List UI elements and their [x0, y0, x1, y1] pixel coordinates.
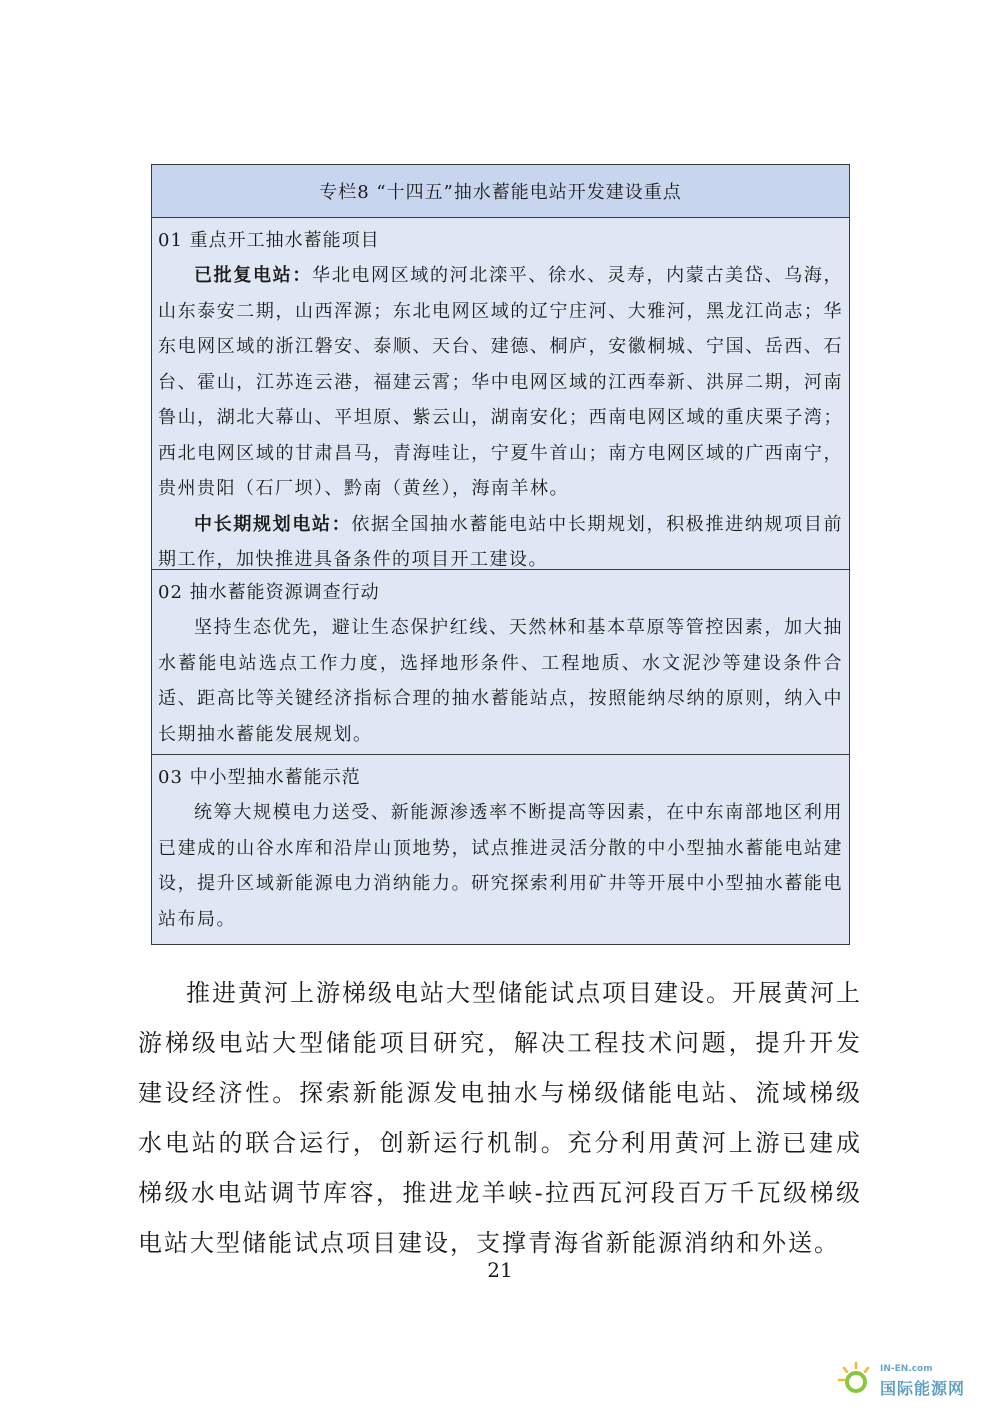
special-column-box [151, 164, 850, 945]
section-text: 统筹大规模电力送受、新能源渗透率不断提高等因素，在中东南部地区利用已建成的山谷水库和沿岸山顶地势，试点推进灵活分散的中小型抽水蓄能电站建设，提升区域新能源电力消纳能力。研究探索利用矿井等开展中小型抽水蓄能电站布局。 [158, 802, 843, 930]
approved-stations-paragraph [158, 258, 843, 507]
section-text: 坚持生态优先，避让生态保护红线、天然林和基本草原等管控因素，加大抽水蓄能电站选点工作力度，选择地形条件、工程地质、水文泥沙等建设条件合适、距高比等关键经济指标合理的抽水蓄能站点，按照能纳尽纳的原则，纳入中长期抽水蓄能发展规划。 [158, 617, 843, 745]
section-title: 01 重点开工抽水蓄能项目 [158, 230, 380, 251]
section-title: 02 抽水蓄能资源调查行动 [158, 582, 380, 603]
watermark-logo [836, 1360, 986, 1400]
section-title: 03 中小型抽水蓄能示范 [158, 767, 361, 788]
page-number: 21 [487, 1258, 513, 1282]
approved-label: 已批复电站： [194, 265, 313, 286]
column-header [152, 165, 849, 218]
long-term-label: 中长期规划电站： [194, 513, 352, 535]
section-small-demo [152, 755, 849, 944]
section-resource-survey [152, 570, 849, 755]
long-term-paragraph [158, 507, 843, 578]
long-term-text: 依据全国抽水蓄能电站中长期规划，积极推进纳规项目前期工作，加快推进具备条件的项目开工建设。 [158, 513, 843, 570]
watermark-domain: IN-EN.com [880, 1364, 933, 1374]
column-title: 专栏8 “十四五”抽水蓄能电站开发建设重点 [319, 182, 682, 203]
section-key-projects [152, 218, 849, 570]
watermark-name: 国际能源网 [880, 1379, 966, 1398]
sun-logo-icon [836, 1360, 876, 1400]
approved-text: 华北电网区域的河北滦平、徐水、灵寿，内蒙古美岱、乌海，山东泰安二期，山西浑源；东北电网区域的辽宁庄河、大雅河，黑龙江尚志；华东电网区域的浙江磐安、泰顺、天台、建德、桐庐，安徽桐城、宁国、岳西、石台、霍山，江苏连云港，福建云霄；华中电网区域的江西奉新、洪屏二期，河南鲁山，湖北大幕山、平坦原、紫云山，湖南安化；西南电网区域的重庆栗子湾；西北电网区域的甘肃昌马，青海哇让，宁夏牛首山；南方电网区域的广西南宁，贵州贵阳（石厂坝）、黔南（黄丝），海南羊林。 [158, 265, 843, 499]
body-paragraph: 推进黄河上游梯级电站大型储能试点项目建设。开展黄河上游梯级电站大型储能项目研究，解决工程技术问题，提升开发建设经济性。探索新能源发电抽水与梯级储能电站、流域梯级水电站的联合运行，创新运行机制。充分利用黄河上游已建成梯级水电站调节库容，推进龙羊峡-拉西瓦河段百万千瓦级梯级电站大型储能试点项目建设，支撑青海省新能源消纳和外送。 [138, 979, 862, 1257]
